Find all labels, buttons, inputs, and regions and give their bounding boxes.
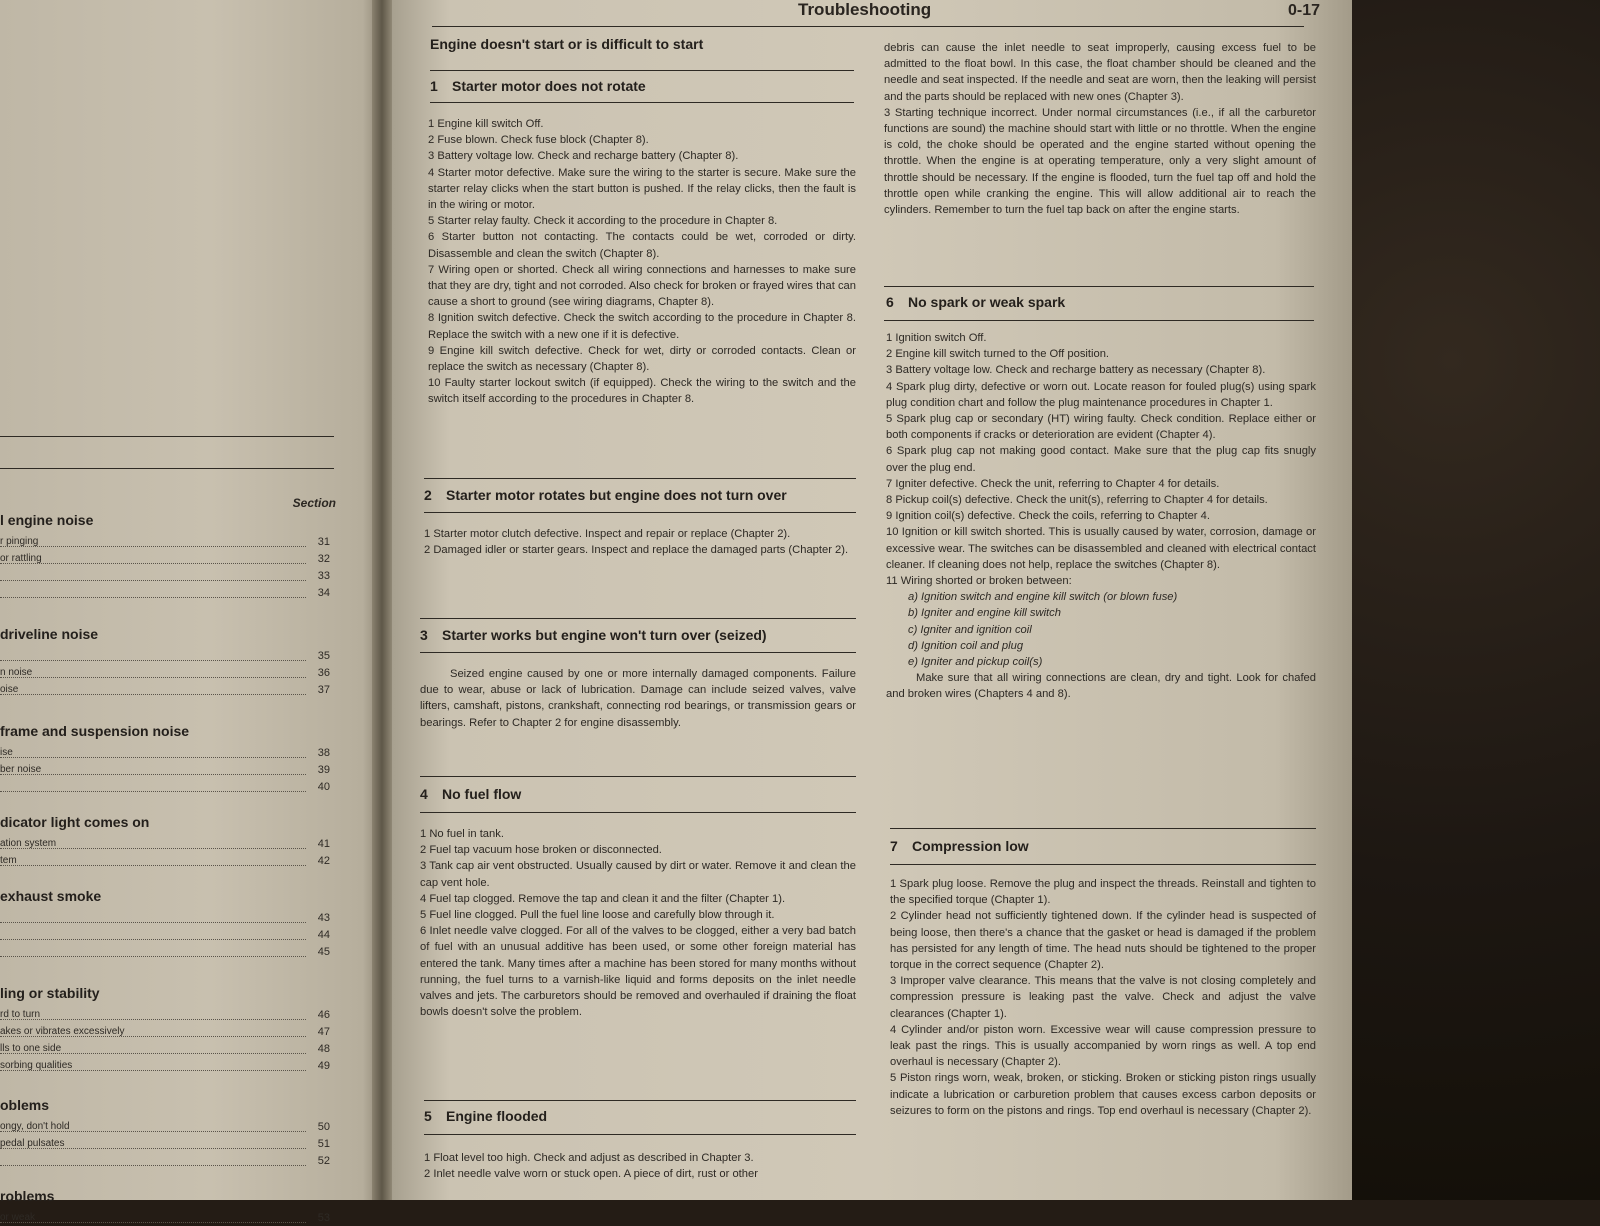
rule-s7-bottom — [890, 864, 1316, 865]
paragraph: 4 Fuel tap clogged. Remove the tap and clean it and the filter (Chapter 1). — [420, 892, 786, 905]
index-row-label: akes or vibrates excessively — [0, 1026, 125, 1037]
section-4-number: 4 — [420, 786, 428, 802]
rule-s4-top — [420, 776, 856, 777]
leader-dots — [0, 563, 306, 564]
index-row-label: n noise — [0, 667, 33, 678]
section-7-body — [890, 876, 1316, 1119]
section-5-heading: Engine flooded — [446, 1108, 548, 1124]
index-row — [0, 1155, 332, 1169]
rule-s3-bottom — [420, 652, 856, 653]
leader-dots — [0, 1165, 306, 1166]
leader-dots — [0, 774, 306, 775]
section-4-heading: No fuel flow — [442, 786, 522, 802]
index-row-label: lls to one side — [0, 1043, 62, 1054]
index-row-section-number: 48 — [317, 1043, 330, 1055]
index-group-title: exhaust smoke — [0, 888, 102, 904]
index-row-label: ber noise — [0, 764, 42, 775]
paragraph: c) Igniter and ignition coil — [908, 623, 1032, 636]
paragraph: 1 No fuel in tank. — [420, 828, 504, 840]
section-2-number: 2 — [424, 487, 432, 503]
index-row-label: oise — [0, 684, 19, 695]
index-row — [0, 838, 332, 852]
paragraph: 4 Starter motor defective. Make sure the wiring to the starter is secure. Make sure the starter relay clicks when the start button is pushed. If the relay clicks, then the fault is in the wiring or motor. — [428, 166, 856, 212]
index-row-label: or weak — [0, 1212, 36, 1223]
rule-s1-bottom — [430, 102, 854, 103]
index-row-section-number: 38 — [317, 747, 330, 759]
paragraph: 6 Starter button not contacting. The contacts could be wet, corroded or dirty. Disassemble and clean the switch (Chapter 8). — [428, 231, 856, 260]
rule-s7-top — [890, 828, 1316, 829]
paragraph: 2 Inlet needle valve worn or stuck open. A piece of dirt, rust or other — [424, 1168, 758, 1181]
page-header — [432, 0, 1332, 22]
leader-dots — [0, 1222, 306, 1223]
paragraph: 5 Starter relay faulty. Check it according to the procedure in Chapter 8. — [428, 215, 778, 228]
section-7-title — [890, 838, 1029, 854]
rule-s4-bottom — [420, 812, 856, 813]
leader-dots — [0, 546, 306, 547]
section-1-body — [428, 116, 856, 408]
index-row-section-number: 31 — [317, 536, 330, 548]
index-row-section-number: 50 — [317, 1121, 330, 1133]
index-row-section-number: 49 — [317, 1060, 330, 1072]
index-row — [0, 536, 332, 550]
index-row — [0, 912, 332, 926]
index-row — [0, 1138, 332, 1152]
index-row — [0, 781, 332, 795]
leader-dots — [0, 922, 306, 923]
section-2-heading: Starter motor rotates but engine does not turn over — [446, 487, 787, 503]
index-row — [0, 1212, 332, 1226]
index-group-title: dicator light comes on — [0, 814, 150, 830]
table-surface — [1352, 0, 1600, 1200]
rule-s1-top — [430, 70, 854, 71]
section-3-body — [420, 666, 856, 731]
index-row — [0, 855, 332, 869]
index-row-section-number: 37 — [317, 684, 330, 696]
paragraph: 2 Cylinder head not sufficiently tightened down. If the cylinder head is suspected of being loose, then there's a chance that the gasket or head is damaged if the problem has persisted for any length of time. The head nuts should be tightened to the proper torque in the correct sequence (Chapter 2). — [890, 910, 1316, 972]
paragraph: 4 Spark plug dirty, defective or worn out. Locate reason for fouled plug(s) using spark plug condition chart and follow the plug maintenance procedures in Chapter 1. — [886, 380, 1316, 409]
paragraph: d) Ignition coil and plug — [908, 639, 1024, 652]
paragraph: 1 Engine kill switch Off. — [428, 118, 544, 130]
paragraph: 5 Spark plug cap or secondary (HT) wiring faulty. Check condition. Replace either or both components if cracks or deterioration are evident (Chapter 4). — [886, 413, 1316, 442]
left-page-index — [0, 424, 342, 1224]
index-row-label: or rattling — [0, 553, 42, 564]
paragraph: Seized engine caused by one or more internally damaged components. Failure due to wear, abuse or lack of lubrication. Damage can include seized valves, valve lifters, camshaft, pistons, crankshaft, connecting rod bearings, or transmission gears or bearings. Refer to Chapter 2 for engine disassembly. — [420, 668, 856, 729]
index-row — [0, 1060, 332, 1074]
section-2-title — [424, 487, 787, 503]
section-5-body — [424, 1150, 856, 1182]
rule-s2-top — [424, 478, 856, 479]
index-group-title: roblems — [0, 1188, 55, 1204]
page-number: 0-17 — [1287, 2, 1320, 19]
section-6-body — [886, 330, 1316, 703]
paragraph: 1 Starter motor clutch defective. Inspect and repair or replace (Chapter 2). — [424, 528, 791, 540]
rule-s5-top — [424, 1100, 856, 1101]
section-6-heading: No spark or weak spark — [908, 294, 1066, 310]
index-group-title: driveline noise — [0, 626, 99, 642]
rule-s6-bottom — [884, 320, 1314, 321]
index-rule-2 — [0, 468, 334, 469]
leader-dots — [0, 865, 306, 866]
index-row — [0, 587, 332, 601]
index-row — [0, 929, 332, 943]
leader-dots — [0, 757, 306, 758]
index-row — [0, 650, 332, 664]
paragraph: 3 Tank cap air vent obstructed. Usually caused by dirt or water. Remove it and clean the cap vent hole. — [420, 860, 856, 889]
paragraph: 7 Wiring open or shorted. Check all wiring connections and harnesses to make sure that they are dry, tight and not corroded. Also check for broken or frayed wires that can cause a short to ground (see wiring diagrams, Chapter 8). — [428, 263, 856, 309]
leader-dots — [0, 677, 306, 678]
paragraph: 3 Starting technique incorrect. Under normal circumstances (i.e., if all the carburetor functions are sound) the machine should start with little or no throttle. When the engine is cold, the choke should be operated and the engine started without opening the throttle. When the engine is at operating temperature, only a very slight amount of throttle should be necessary. If the engine is flooded, turn the fuel tap off and hold the throttle open while cranking the engine. This will allow additional air to reach the cylinders. Remember to turn the fuel tap back on after the engine starts. — [884, 106, 1316, 217]
index-row — [0, 1026, 332, 1040]
paragraph: e) Igniter and pickup coil(s) — [908, 656, 1043, 669]
section-5-continued — [884, 40, 1316, 218]
index-row — [0, 764, 332, 778]
paragraph: 11 Wiring shorted or broken between: — [886, 575, 1072, 588]
rule-s6-top — [884, 286, 1314, 287]
index-row-section-number: 41 — [317, 838, 330, 850]
paragraph: 10 Faulty starter lockout switch (if equipped). Check the wiring to the switch and the switch itself according to the procedures in Chapter 8. — [428, 377, 856, 406]
paragraph: 1 Float level too high. Check and adjust as described in Chapter 3. — [424, 1152, 754, 1164]
index-row-section-number: 44 — [317, 929, 330, 941]
section-3-number: 3 — [420, 627, 428, 643]
leader-dots — [0, 694, 306, 695]
paragraph: 2 Engine kill switch turned to the Off position. — [886, 348, 1110, 361]
index-row-section-number: 34 — [317, 587, 330, 599]
book-spine — [372, 0, 394, 1200]
paragraph: 9 Ignition coil(s) defective. Check the coils, referring to Chapter 4. — [886, 510, 1210, 523]
index-row-section-number: 46 — [317, 1009, 330, 1021]
rule-s3-top — [420, 618, 856, 619]
index-row — [0, 553, 332, 567]
index-row-section-number: 35 — [317, 650, 330, 662]
index-row — [0, 570, 332, 584]
paragraph: 1 Spark plug loose. Remove the plug and inspect the threads. Reinstall and tighten to the specified torque (Chapter 1). — [890, 878, 1316, 907]
paragraph: 2 Damaged idler or starter gears. Inspect and replace the damaged parts (Chapter 2). — [424, 544, 849, 557]
rule-s2-bottom — [424, 512, 856, 513]
index-row-label: rd to turn — [0, 1009, 41, 1020]
rule-s5-bottom — [424, 1134, 856, 1135]
index-row-section-number: 53 — [317, 1212, 330, 1224]
paragraph: 8 Ignition switch defective. Check the switch according to the procedure in Chapter 8. Replace the switch with a new one if it is defective. — [428, 312, 856, 341]
paragraph: 8 Pickup coil(s) defective. Check the unit(s), referring to Chapter 4 for details. — [886, 494, 1268, 507]
paragraph: 2 Fuel tap vacuum hose broken or disconnected. — [420, 844, 662, 857]
section-6-title — [886, 294, 1065, 310]
section-6-note: Make sure that all wiring connections are clean, dry and tight. Look for chafed and broken wires (Chapters 4 and 8). — [886, 672, 1316, 701]
section-5-title — [424, 1108, 547, 1124]
index-row — [0, 1009, 332, 1023]
section-6-subitems — [886, 589, 1316, 670]
section-6-items — [886, 330, 1316, 589]
leader-dots — [0, 939, 306, 940]
index-row — [0, 1121, 332, 1135]
section-1-title — [430, 78, 646, 94]
paragraph: 6 Inlet needle valve clogged. For all of the valves to be clogged, either a very bad batch of fuel with an unusual additive has been used, or some other foreign material has entered the tank. Many times after a machine has been stored for many months without running, the fuel turns to a varnish-like liquid and forms deposits on the inlet needle valves and jets. The carburetors should be removed and overhauled if draining the float bowls doesn't solve the problem. — [420, 925, 856, 1019]
index-row — [0, 946, 332, 960]
paragraph: b) Igniter and engine kill switch — [908, 607, 1061, 620]
index-row-label: tem — [0, 855, 17, 866]
paragraph: 2 Fuse blown. Check fuse block (Chapter 8). — [428, 134, 649, 147]
index-row-section-number: 51 — [317, 1138, 330, 1150]
index-row — [0, 1043, 332, 1057]
paragraph: 3 Battery voltage low. Check and recharge battery as necessary (Chapter 8). — [886, 364, 1266, 377]
section-7-number: 7 — [890, 838, 898, 854]
paragraph: 5 Fuel line clogged. Pull the fuel line loose and carefully blow through it. — [420, 909, 775, 922]
header-rule — [432, 26, 1304, 27]
paragraph: 7 Igniter defective. Check the unit, referring to Chapter 4 for details. — [886, 477, 1220, 490]
leader-dots — [0, 956, 306, 957]
index-row — [0, 684, 332, 698]
index-row-section-number: 42 — [317, 855, 330, 867]
paragraph: 3 Improper valve clearance. This means that the valve is not closing completely and compression pressure is leaking past the valve. Check and adjust the valve clearances (Chapter 1). — [890, 975, 1316, 1020]
index-group-title: oblems — [0, 1097, 50, 1113]
index-row — [0, 747, 332, 761]
index-group-title: ling or stability — [0, 985, 100, 1001]
index-row-section-number: 32 — [317, 553, 330, 565]
main-heading: Engine doesn't start or is difficult to start — [430, 36, 704, 52]
index-row-section-number: 45 — [317, 946, 330, 958]
index-row-section-number: 40 — [317, 781, 330, 793]
index-row-label: sorbing qualities — [0, 1060, 73, 1071]
index-row — [0, 667, 332, 681]
section-5-number: 5 — [424, 1108, 432, 1124]
leader-dots — [0, 580, 306, 581]
index-row-label: pedal pulsates — [0, 1138, 65, 1149]
index-row-section-number: 47 — [317, 1026, 330, 1038]
index-group-title: frame and suspension noise — [0, 723, 190, 739]
section-3-heading: Starter works but engine won't turn over (seized) — [442, 627, 767, 643]
index-row-section-number: 39 — [317, 764, 330, 776]
index-group-title: l engine noise — [0, 512, 94, 528]
paragraph: 6 Spark plug cap not making good contact. Make sure that the plug cap fits snugly over the plug end. — [886, 445, 1316, 474]
paragraph: a) Ignition switch and engine kill switch (or blown fuse) — [908, 591, 1178, 604]
index-row-section-number: 52 — [317, 1155, 330, 1167]
paragraph: 4 Cylinder and/or piston worn. Excessive wear will cause compression pressure to leak past the rings. This is usually accompanied by worn rings as well. A top end overhaul is necessary (Chapter 2). — [890, 1023, 1316, 1069]
index-row-label: ation system — [0, 838, 57, 849]
index-section-header: Section — [292, 496, 336, 510]
index-row-section-number: 36 — [317, 667, 330, 679]
index-row-label: r pinging — [0, 536, 39, 547]
leader-dots — [0, 597, 306, 598]
section-3-title — [420, 627, 767, 643]
section-1-heading: Starter motor does not rotate — [452, 78, 646, 94]
index-row-section-number: 33 — [317, 570, 330, 582]
leader-dots — [0, 1019, 306, 1020]
paragraph: 10 Ignition or kill switch shorted. This is usually caused by water, corrosion, damage or excessive wear. The switches can be disassembled and cleaned with electrical contact cleaner. If cleaning does not help, replace the switches (Chapter 8). — [886, 526, 1316, 571]
section-7-heading: Compression low — [912, 838, 1029, 854]
paragraph: debris can cause the inlet needle to seat improperly, causing excess fuel to be admitted to the float bowl. In this case, the float chamber should be cleaned and the needle and seat inspected. If the needle and seat are worn, then the leaking will persist and the parts should be replaced with new ones (Chapter 3). — [884, 42, 1316, 103]
paragraph: 5 Piston rings worn, weak, broken, or sticking. Broken or sticking piston rings usually indicate a lubrication or carburetion problem that causes excess carbon deposits or seizures to form on the pistons and rings. Top end overhaul is necessary (Chapter 2). — [890, 1072, 1316, 1117]
index-row-section-number: 43 — [317, 912, 330, 924]
paragraph: 9 Engine kill switch defective. Check for wet, dirty or corroded contacts. Clean or replace the switch as necessary (Chapter 8). — [428, 344, 856, 374]
leader-dots — [0, 791, 306, 792]
index-row-label: ongy, don't hold — [0, 1121, 70, 1132]
paragraph: 1 Ignition switch Off. — [886, 332, 987, 344]
section-6-number: 6 — [886, 294, 894, 310]
index-row-label: ise — [0, 747, 13, 758]
section-1-number: 1 — [430, 78, 438, 94]
section-2-body — [424, 526, 856, 558]
page-title: Troubleshooting — [798, 0, 932, 19]
section-4-body — [420, 826, 856, 1020]
paragraph: 3 Battery voltage low. Check and recharge battery (Chapter 8). — [428, 150, 739, 163]
leader-dots — [0, 660, 306, 661]
section-4-title — [420, 786, 521, 802]
index-rule-top — [0, 436, 334, 437]
